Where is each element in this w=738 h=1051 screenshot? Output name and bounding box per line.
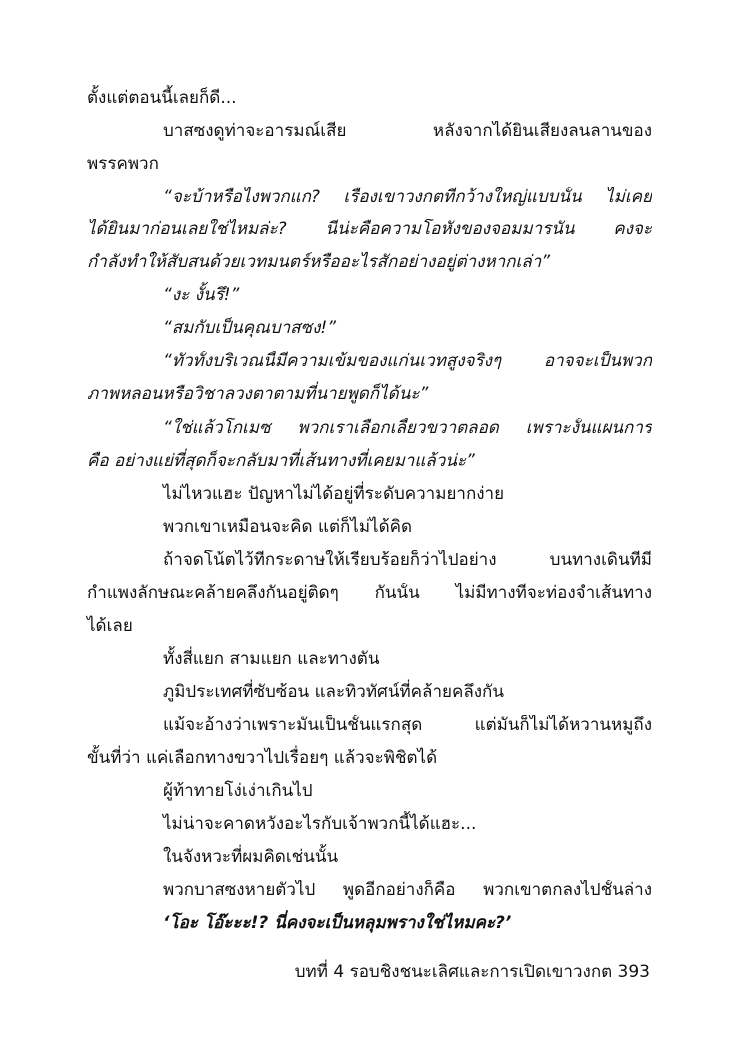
dialogue-line: “งะ งั้นรึ!” [163, 285, 240, 305]
dialogue-line: ‘โอะ โอ๊ะะะ!? นี่คงจะเป็นหลุมพรางใช่ไหมคะ?’ [163, 913, 512, 933]
dialogue-line: คือ อย่างแย่ที่สุดก็จะกลับมาที่เส้นทางที่เคยมาแล้วน่ะ” [87, 451, 475, 471]
text-line: ได้เลย [87, 616, 133, 636]
text-line: ทั้งสี่แยก สามแยก และทางตัน [163, 649, 380, 669]
text-line: ตั้งแต่ตอนนี้เลยก็ดี... [87, 88, 237, 108]
dialogue-line: “ใช่แล้วโกเมซ พวกเราเลือกเลี้ยวขวาตลอด เพราะงั้นแผนการ [163, 418, 652, 438]
text-line: ขั้นที่ว่า แค่เลือกทางขวาไปเรื่อยๆ แล้วจะพิชิตได้ [87, 748, 438, 768]
text-line: บาสซงดูท่าจะอารมณ์เสีย หลังจากได้ยินเสียงลนลานของ [163, 121, 652, 141]
text-line: ผู้ท้าทายโง่เง่าเกินไป [163, 781, 313, 801]
dialogue-line: ภาพหลอนหรือวิชาลวงตาตามที่นายพูดก็ได้นะ” [87, 384, 429, 404]
text-line: ไม่ไหวแฮะ ปัญหาไม่ได้อยู่ที่ระดับความยากง่าย [163, 484, 505, 504]
page-footer: บทที่ 4 รอบชิงชนะเลิศและการเปิดเขาวงกต 393 [294, 962, 650, 982]
dialogue-line: “ทั่วทั้งบริเวณนี้มีความเข้มของแก่นเวทสูงจริงๆ อาจจะเป็นพวก [163, 351, 652, 371]
text-line: ภูมิประเทศที่ซับซ้อน และทิวทัศน์ที่คล้ายคลึงกัน [163, 682, 504, 702]
text-line: แม้จะอ้างว่าเพราะมันเป็นชั้นแรกสุด แต่มันก็ไม่ได้หวานหมูถึง [163, 715, 652, 735]
text-line: ไม่น่าจะคาดหวังอะไรกับเจ้าพวกนี้ได้แฮะ... [163, 814, 477, 834]
dialogue-line: “จะบ้าหรือไงพวกแก? เรื่องเขาวงกตที่กว้างใหญ่แบบนั้น ไม่เคย [163, 187, 652, 207]
dialogue-line: ได้ยินมาก่อนเลยใช่ไหมล่ะ? นี่น่ะคือความโอหังของจอมมารนั่น คงจะ [87, 219, 652, 239]
text-line: ถ้าจดโน้ตไว้ที่กระดาษให้เรียบร้อยก็ว่าไปอย่าง บนทางเดินที่มี [163, 550, 652, 570]
text-line: กำแพงลักษณะคล้ายคลึงกันอยู่ติดๆ กันนั้น ไม่มีทางที่จะท่องจำเส้นทาง [87, 583, 652, 603]
text-line: ในจังหวะที่ผมคิดเช่นนั้น [163, 847, 339, 867]
dialogue-line: กำลังทำให้สับสนด้วยเวทมนตร์หรืออะไรสักอย่างอยู่ต่างหากเล่า” [87, 252, 551, 272]
dialogue-line: “สมกับเป็นคุณบาสซง!” [163, 318, 337, 338]
text-line: พวกบาสซงหายตัวไป พูดอีกอย่างก็คือ พวกเขาตกลงไปชั้นล่าง [163, 880, 652, 900]
text-line: พรรคพวก [87, 154, 159, 174]
text-line: พวกเขาเหมือนจะคิด แต่ก็ไม่ได้คิด [163, 517, 413, 537]
